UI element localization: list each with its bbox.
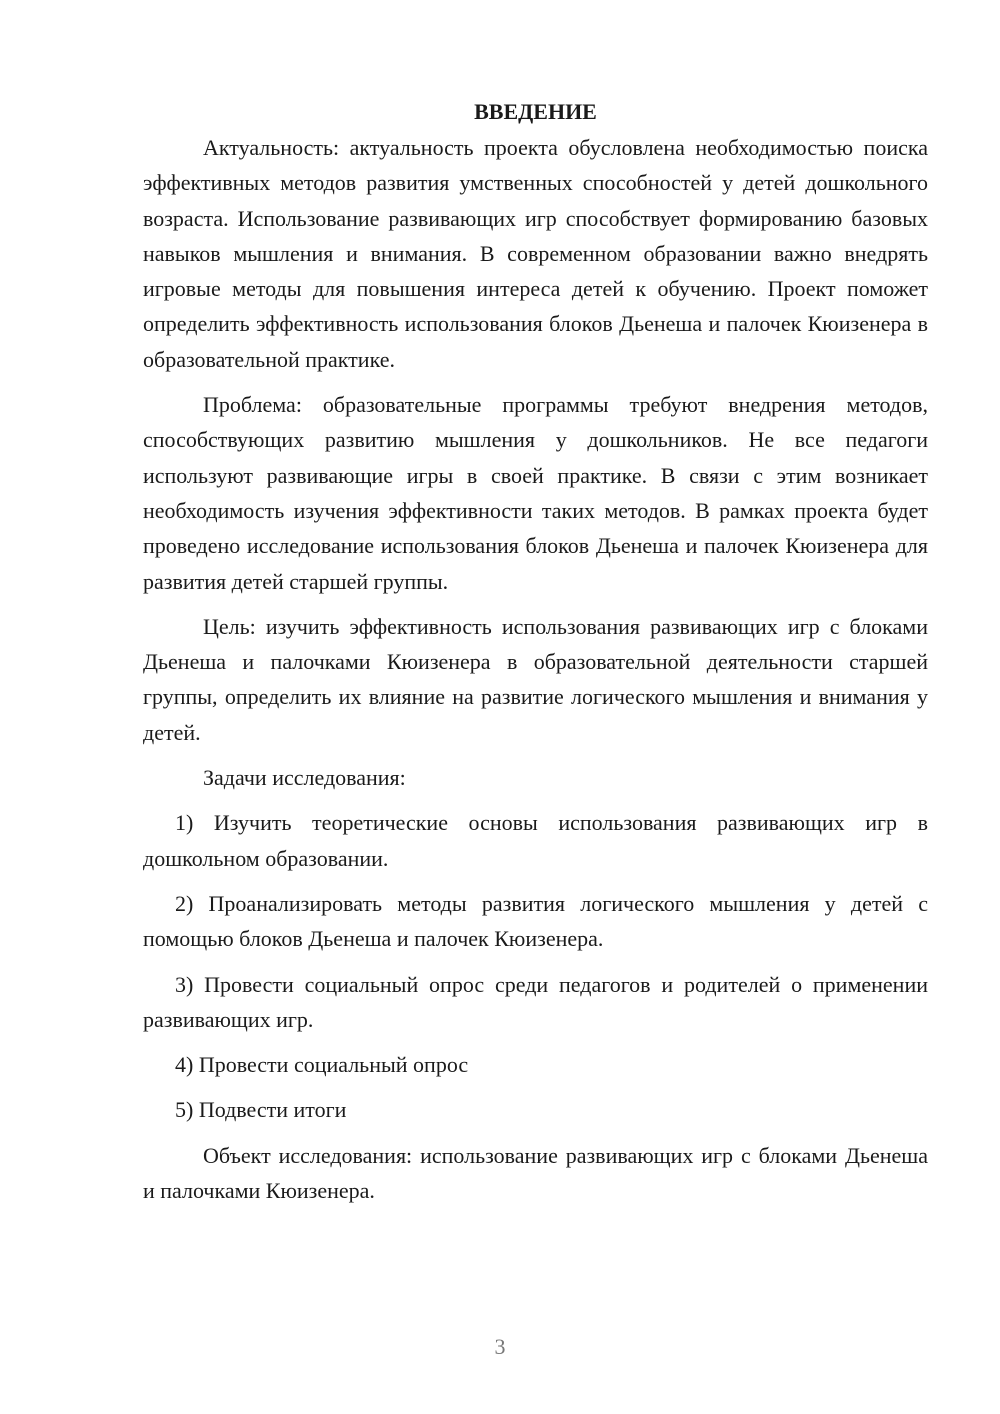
goal-paragraph: Цель: изучить эффективность использования развивающих игр с блоками Дьенеша и палочками Кюизенера в образовательной деятельности старшей группы, определить их влияние на развитие логического мышления и внимания у детей.: [143, 613, 928, 745]
problem-paragraph: Проблема: образовательные программы требуют внедрения методов, способствующих развитию мышления у дошкольников. Не все педагоги используют развивающие игры в своей практике. В связи с этим возникает необходимость изучения эффективности таких методов. В рамках проекта будет проведено исследование использования блоков Дьенеша и палочек Кюизенера для развития детей старшей группы.: [143, 392, 928, 594]
tasks-heading: Задачи исследования:: [203, 765, 406, 791]
task-item: 3) Провести социальный опрос среди педагогов и родителей о применении развивающих игр.: [143, 971, 928, 1032]
page-title: ВВЕДЕНИЕ: [474, 99, 597, 124]
page-number: 3: [494, 1334, 506, 1359]
page-content: [143, 94, 928, 1218]
task-item: 4) Провести социальный опрос: [175, 1052, 469, 1078]
object-paragraph: Объект исследования: использование развивающих игр с блоками Дьенеша и палочками Кюизенера.: [143, 1142, 928, 1204]
task-item: 2) Проанализировать методы развития логического мышления у детей с помощью блоков Дьенеша и палочек Кюизенера.: [143, 890, 928, 952]
task-item: 5) Подвести итоги: [175, 1097, 347, 1123]
relevance-paragraph: Актуальность: актуальность проекта обусловлена необходимостью поиска эффективных методов развития умственных способностей у детей дошкольного возраста. Использование развивающих игр способствует формированию базовых навыков мышления и внимания. В современном образовании важно внедрять игровые методы для повышения интереса детей к обучению. Проект поможет определить эффективность использования блоков Дьенеша и палочек Кюизенера в образовательной практике.: [143, 135, 928, 372]
task-item: 1) Изучить теоретические основы использования развивающих игр в дошкольном образовании.: [143, 810, 928, 871]
